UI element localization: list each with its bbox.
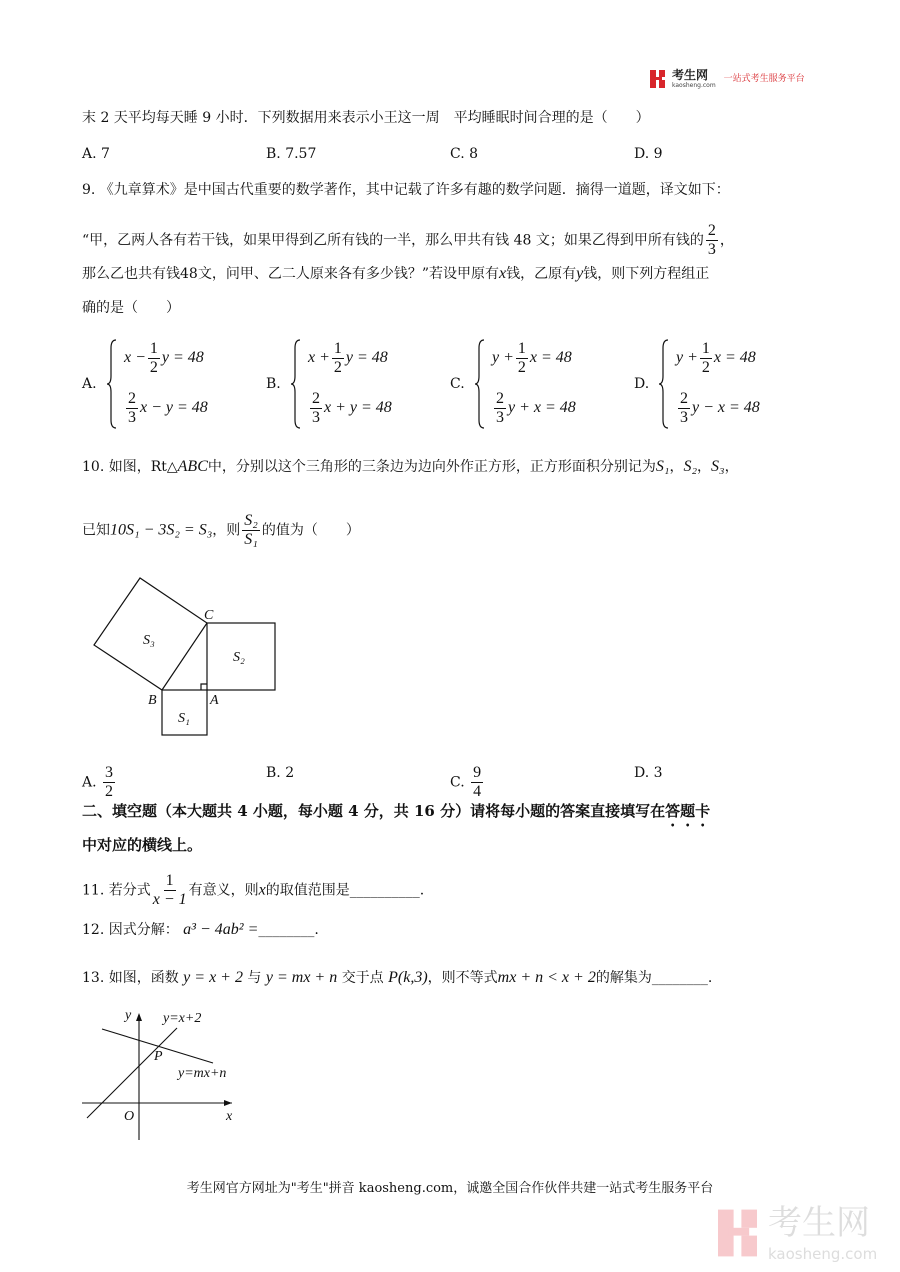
- denominator: x − 1: [152, 891, 187, 908]
- numerator: 2: [312, 390, 320, 407]
- t: y +: [492, 349, 514, 367]
- graph-label-x: x: [226, 1109, 233, 1124]
- t: 钱，则下列方程组正: [583, 266, 710, 282]
- numerator: 1: [701, 340, 710, 357]
- denominator: 3: [128, 409, 136, 426]
- footer-text: 考生网官方网址为"考生"拼音 kaosheng.com，诚邀全国合作伙伴共建一站式考生服务平台: [186, 1181, 714, 1196]
- t: ，: [669, 459, 684, 475]
- numerator: 2: [707, 222, 716, 239]
- logo-slogan: 一站式考生服务平台: [723, 73, 805, 84]
- q8-text: 末 2 天平均每天睡 9 小时．下列数据用来表示小王这一周 平均睡眠时间合理的是（ ）: [82, 110, 650, 126]
- label-s3: S₃: [143, 633, 155, 648]
- fraction: [153, 872, 187, 909]
- numerator: 2: [496, 390, 504, 407]
- denominator: 3: [707, 241, 716, 258]
- t: y = 48: [161, 349, 204, 367]
- denominator: 2: [105, 783, 114, 800]
- t: 那么乙也共有钱48文，问甲、乙二人原来各有多少钱？”若设甲原有: [82, 266, 499, 282]
- abc: ABC: [177, 458, 208, 475]
- q10-option-d: D. 3: [634, 765, 663, 781]
- s3: S₃: [711, 458, 725, 475]
- t: ，则: [212, 522, 241, 539]
- logo-name: 考生网: [672, 68, 709, 82]
- numerator: 1: [165, 872, 174, 889]
- t: 中，分别以这个三角形的三条边为边向外作正方形，正方形面积分别记为: [207, 459, 656, 475]
- y-arrow-icon: [136, 1013, 142, 1021]
- t: 与: [247, 970, 262, 986]
- emphasis: 答题卡: [665, 802, 711, 820]
- denominator: 2: [333, 359, 342, 376]
- q10-option-b: B. 2: [266, 765, 295, 781]
- numerator: 1: [517, 340, 526, 357]
- watermark-domain: kaosheng.com: [768, 1245, 878, 1263]
- t: 11. 若分式: [82, 882, 151, 899]
- t: 13. 如图，函数: [82, 970, 179, 986]
- q9-line1: 9. 《九章算术》是中国古代重要的数学著作，其中记载了许多有趣的数学问题．摘得一道题，译文如下：: [82, 182, 730, 198]
- numerator: 3: [105, 764, 114, 781]
- fraction: [471, 764, 483, 801]
- t: 的值为（ ）: [261, 522, 360, 539]
- denominator: 4: [473, 783, 482, 800]
- q9-line4: 确的是（ ）: [82, 300, 180, 316]
- denominator: 3: [496, 409, 504, 426]
- t: ________.: [258, 922, 319, 938]
- expression: a³ − 4ab² =: [183, 921, 259, 938]
- point-p: P(k,3): [388, 969, 428, 986]
- q9-option-c-label: C.: [450, 376, 465, 392]
- t: y = 48: [345, 349, 388, 367]
- t: y + x = 48: [508, 399, 576, 417]
- q8-option-b: B. 7.57: [266, 146, 317, 162]
- t: C.: [450, 774, 465, 791]
- s1: S₁: [655, 458, 670, 475]
- graph-label-p: P: [154, 1049, 163, 1064]
- t: 钱，乙原有: [506, 266, 577, 282]
- t: x = 48: [713, 349, 756, 367]
- q8-option-d: D. 9: [634, 146, 663, 162]
- t: 12. 因式分解：: [82, 922, 179, 938]
- denominator: 3: [680, 409, 688, 426]
- watermark: [718, 1203, 877, 1263]
- t: 交于点: [341, 970, 384, 986]
- var-x: x: [498, 265, 507, 282]
- denominator: 2: [517, 359, 526, 376]
- watermark-name: 考生网: [768, 1203, 870, 1243]
- t: x + y = 48: [324, 399, 392, 417]
- t: x +: [308, 349, 330, 367]
- q9-line2-text: “甲，乙两人各有若干钱，如果甲得到乙所有钱的一半，那么甲共有钱 48 文；如果乙得到甲所有钱的: [82, 232, 704, 249]
- label-s1: S₁: [178, 711, 190, 726]
- line-y-x-plus-2: [87, 1028, 177, 1118]
- q8-option-a: A. 7: [82, 146, 110, 162]
- t: 10. 如图，Rt△: [82, 459, 178, 475]
- denominator: 2: [701, 359, 710, 376]
- t: ，: [724, 459, 739, 475]
- t: 的取值范围是__________.: [265, 882, 425, 899]
- numerator: 1: [333, 340, 342, 357]
- t: 的解集为________.: [595, 970, 713, 986]
- t: A.: [82, 774, 97, 791]
- denominator: 2: [149, 359, 158, 376]
- inequality: mx + n < x + 2: [497, 969, 596, 986]
- q9-option-a-label: A.: [82, 376, 97, 392]
- function1: y = x + 2: [183, 969, 243, 986]
- t: 已知: [82, 522, 110, 539]
- numerator: 2: [128, 390, 136, 407]
- x-arrow-icon: [224, 1100, 232, 1106]
- fraction: [103, 764, 115, 801]
- var-x: x: [258, 881, 266, 899]
- t: x − y = 48: [140, 399, 208, 417]
- q10-option-a: [82, 764, 117, 801]
- watermark-logo-icon: [718, 1210, 827, 1257]
- right-angle-mark: [201, 684, 207, 690]
- numerator: S₂: [244, 512, 258, 529]
- label-b: B: [148, 693, 157, 708]
- q9-option-d-label: D.: [634, 376, 650, 392]
- logo-domain: kaosheng.com: [672, 82, 716, 89]
- numerator: 2: [680, 390, 688, 407]
- numerator: 1: [149, 340, 158, 357]
- q9-option-b-label: B.: [266, 376, 281, 392]
- t: y − x = 48: [692, 399, 760, 417]
- q10-option-c: [450, 764, 485, 801]
- function2: y = mx + n: [265, 969, 338, 986]
- graph-label-o: O: [124, 1109, 135, 1124]
- label-s2: S₂: [233, 650, 245, 665]
- graph-label-line2: y=mx+n: [178, 1066, 227, 1081]
- section2-heading-line2: 中对应的横线上。: [82, 836, 203, 854]
- label-c: C: [204, 608, 214, 623]
- denominator: 3: [312, 409, 320, 426]
- t: 二、填空题（本大题共 4 小题，每小题 4 分，共 16 分）请将每小题的答案直接填写在: [82, 802, 666, 820]
- s2: S₂: [683, 458, 697, 475]
- var-y: y: [576, 265, 584, 282]
- numerator: 9: [473, 764, 482, 781]
- q11: [82, 872, 424, 909]
- label-a: A: [210, 693, 219, 708]
- t: y +: [676, 349, 698, 367]
- q9-line2: “甲，乙两人各有若干钱，如果甲得到乙所有钱的一半，那么甲共有钱 48 文；如果乙得到甲所有钱的 $\frac{2}{3}$ ，: [82, 222, 734, 258]
- q8-option-c: C. 8: [450, 146, 479, 162]
- section2-heading: [82, 801, 710, 830]
- graph-label-line1: y=x+2: [163, 1011, 202, 1026]
- denominator: S₁: [244, 531, 258, 548]
- t: x = 48: [529, 349, 572, 367]
- q12: [82, 920, 319, 940]
- t: x −: [124, 349, 146, 367]
- t: 有意义，则: [188, 882, 259, 899]
- graph-label-y: y: [125, 1008, 132, 1023]
- q13: [82, 968, 712, 988]
- t: ，: [697, 459, 711, 475]
- t: ，则不等式: [427, 970, 498, 986]
- equation: 10S₁ − 3S₂ = S₃: [110, 521, 213, 539]
